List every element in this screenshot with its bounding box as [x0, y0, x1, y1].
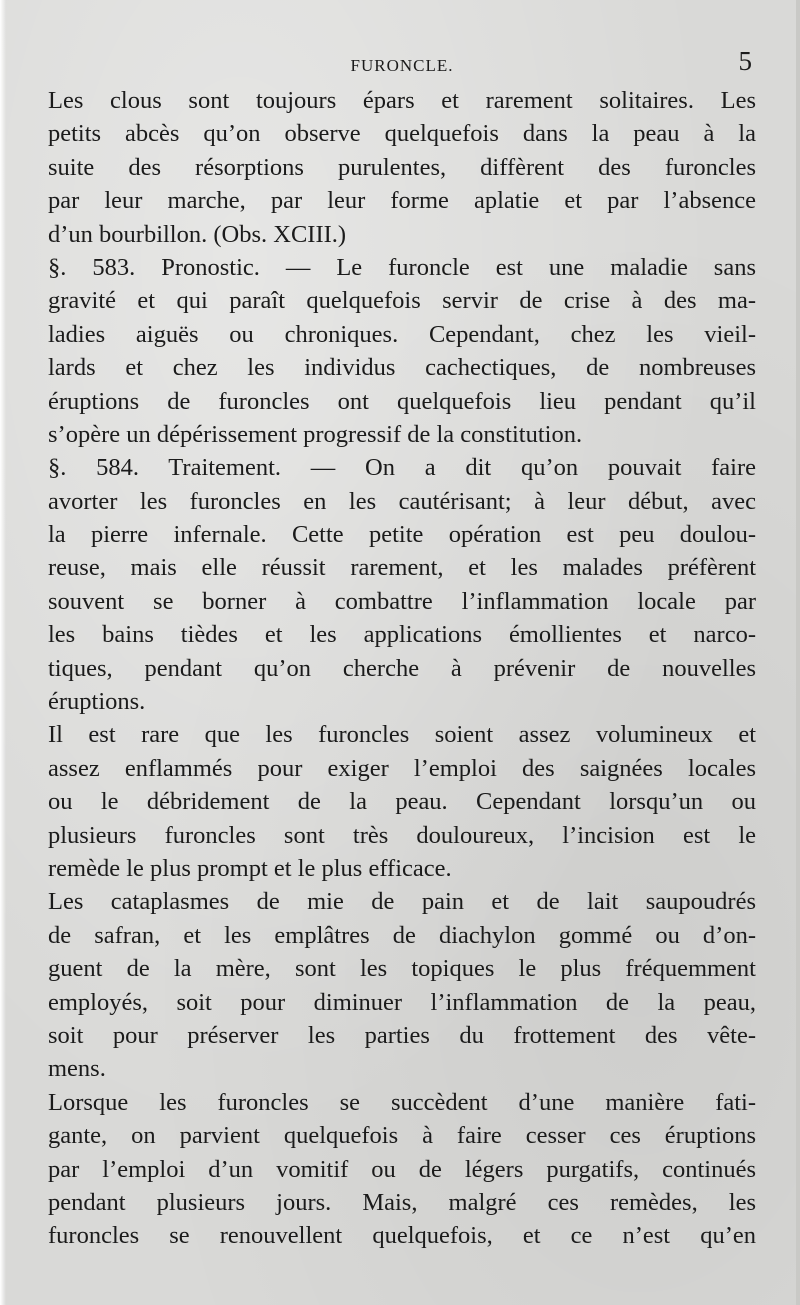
running-head	[48, 44, 756, 84]
text-line: d’un bourbillon. (Obs. XCIII.)	[48, 220, 347, 248]
text-line: plusieurs furoncles sont très douloureux, l’incision est le	[48, 821, 756, 849]
text-line: §. 584. Traitement. — On a dit qu’on pouvait faire	[48, 454, 756, 482]
text-line: remède le plus prompt et le plus efficace.	[48, 854, 452, 882]
text-line: ou le débridement de la peau. Cependant lorsqu’un ou	[48, 788, 756, 816]
text-line: Les clous sont toujours épars et rarement solitaires. Les	[48, 87, 756, 114]
text-line: guent de la mère, sont les topiques le plus fréquemment	[48, 955, 756, 983]
text-line: pendant plusieurs jours. Mais, malgré ces remèdes, les	[48, 1188, 756, 1216]
text-line: ladies aiguës ou chroniques. Cependant, chez les vieil-	[48, 320, 756, 348]
text-line: reuse, mais elle réussit rarement, et les malades préfèrent	[48, 554, 756, 582]
text-line: furoncles se renouvellent quelquefois, et ce n’est qu’en	[48, 1222, 756, 1250]
page-number: 5	[738, 46, 752, 76]
text-line: Il est rare que les furoncles soient assez volumineux et	[48, 721, 756, 749]
text-line: s’opère un dépérissement progressif de la constitution.	[48, 420, 583, 448]
text-line: de safran, et les emplâtres de diachylon gommé ou d’on-	[48, 921, 756, 949]
text-line: par l’emploi d’un vomitif ou de légers purgatifs, continués	[48, 1155, 756, 1183]
text-line: assez enflammés pour exiger l’emploi des saignées locales	[48, 754, 756, 782]
text-line: Les cataplasmes de mie de pain et de lait saupoudrés	[48, 888, 756, 916]
text-line: Lorsque les furoncles se succèdent d’une manière fati-	[48, 1088, 756, 1116]
text-line: les bains tièdes et les applications émollientes et narco-	[48, 621, 756, 649]
text-line: souvent se borner à combattre l’inflammation locale par	[48, 587, 756, 615]
text-line: éruptions de furoncles ont quelquefois lieu pendant qu’il	[48, 387, 756, 415]
text-line: avorter les furoncles en les cautérisant; à leur début, avec	[48, 487, 756, 515]
text-line: gravité et qui paraît quelquefois servir de crise à des ma-	[48, 287, 756, 315]
text-line: tiques, pendant qu’on cherche à prévenir de nouvelles	[48, 654, 756, 682]
text-line: la pierre infernale. Cette petite opération est peu doulou-	[48, 521, 756, 549]
text-line: suite des résorptions purulentes, diffèrent des furoncles	[48, 153, 756, 181]
text-line: petits abcès qu’on observe quelquefois dans la peau à la	[48, 120, 756, 148]
text-line: §. 583. Pronostic. — Le furoncle est une maladie sans	[48, 253, 756, 281]
body-text	[48, 84, 756, 1253]
text-line: soit pour préserver les parties du frottement des vête-	[48, 1021, 756, 1049]
text-line: par leur marche, par leur forme aplatie et par l’absence	[48, 187, 756, 215]
text-line: employés, soit pour diminuer l’inflammation de la peau,	[48, 988, 756, 1016]
text-line: lards et chez les individus cachectiques, de nombreuses	[48, 354, 756, 382]
running-title: FURONCLE.	[350, 56, 454, 75]
text-line: mens.	[48, 1055, 106, 1083]
text-line: gante, on parvient quelquefois à faire cesser ces éruptions	[48, 1122, 756, 1150]
text-line: éruptions.	[48, 688, 146, 716]
